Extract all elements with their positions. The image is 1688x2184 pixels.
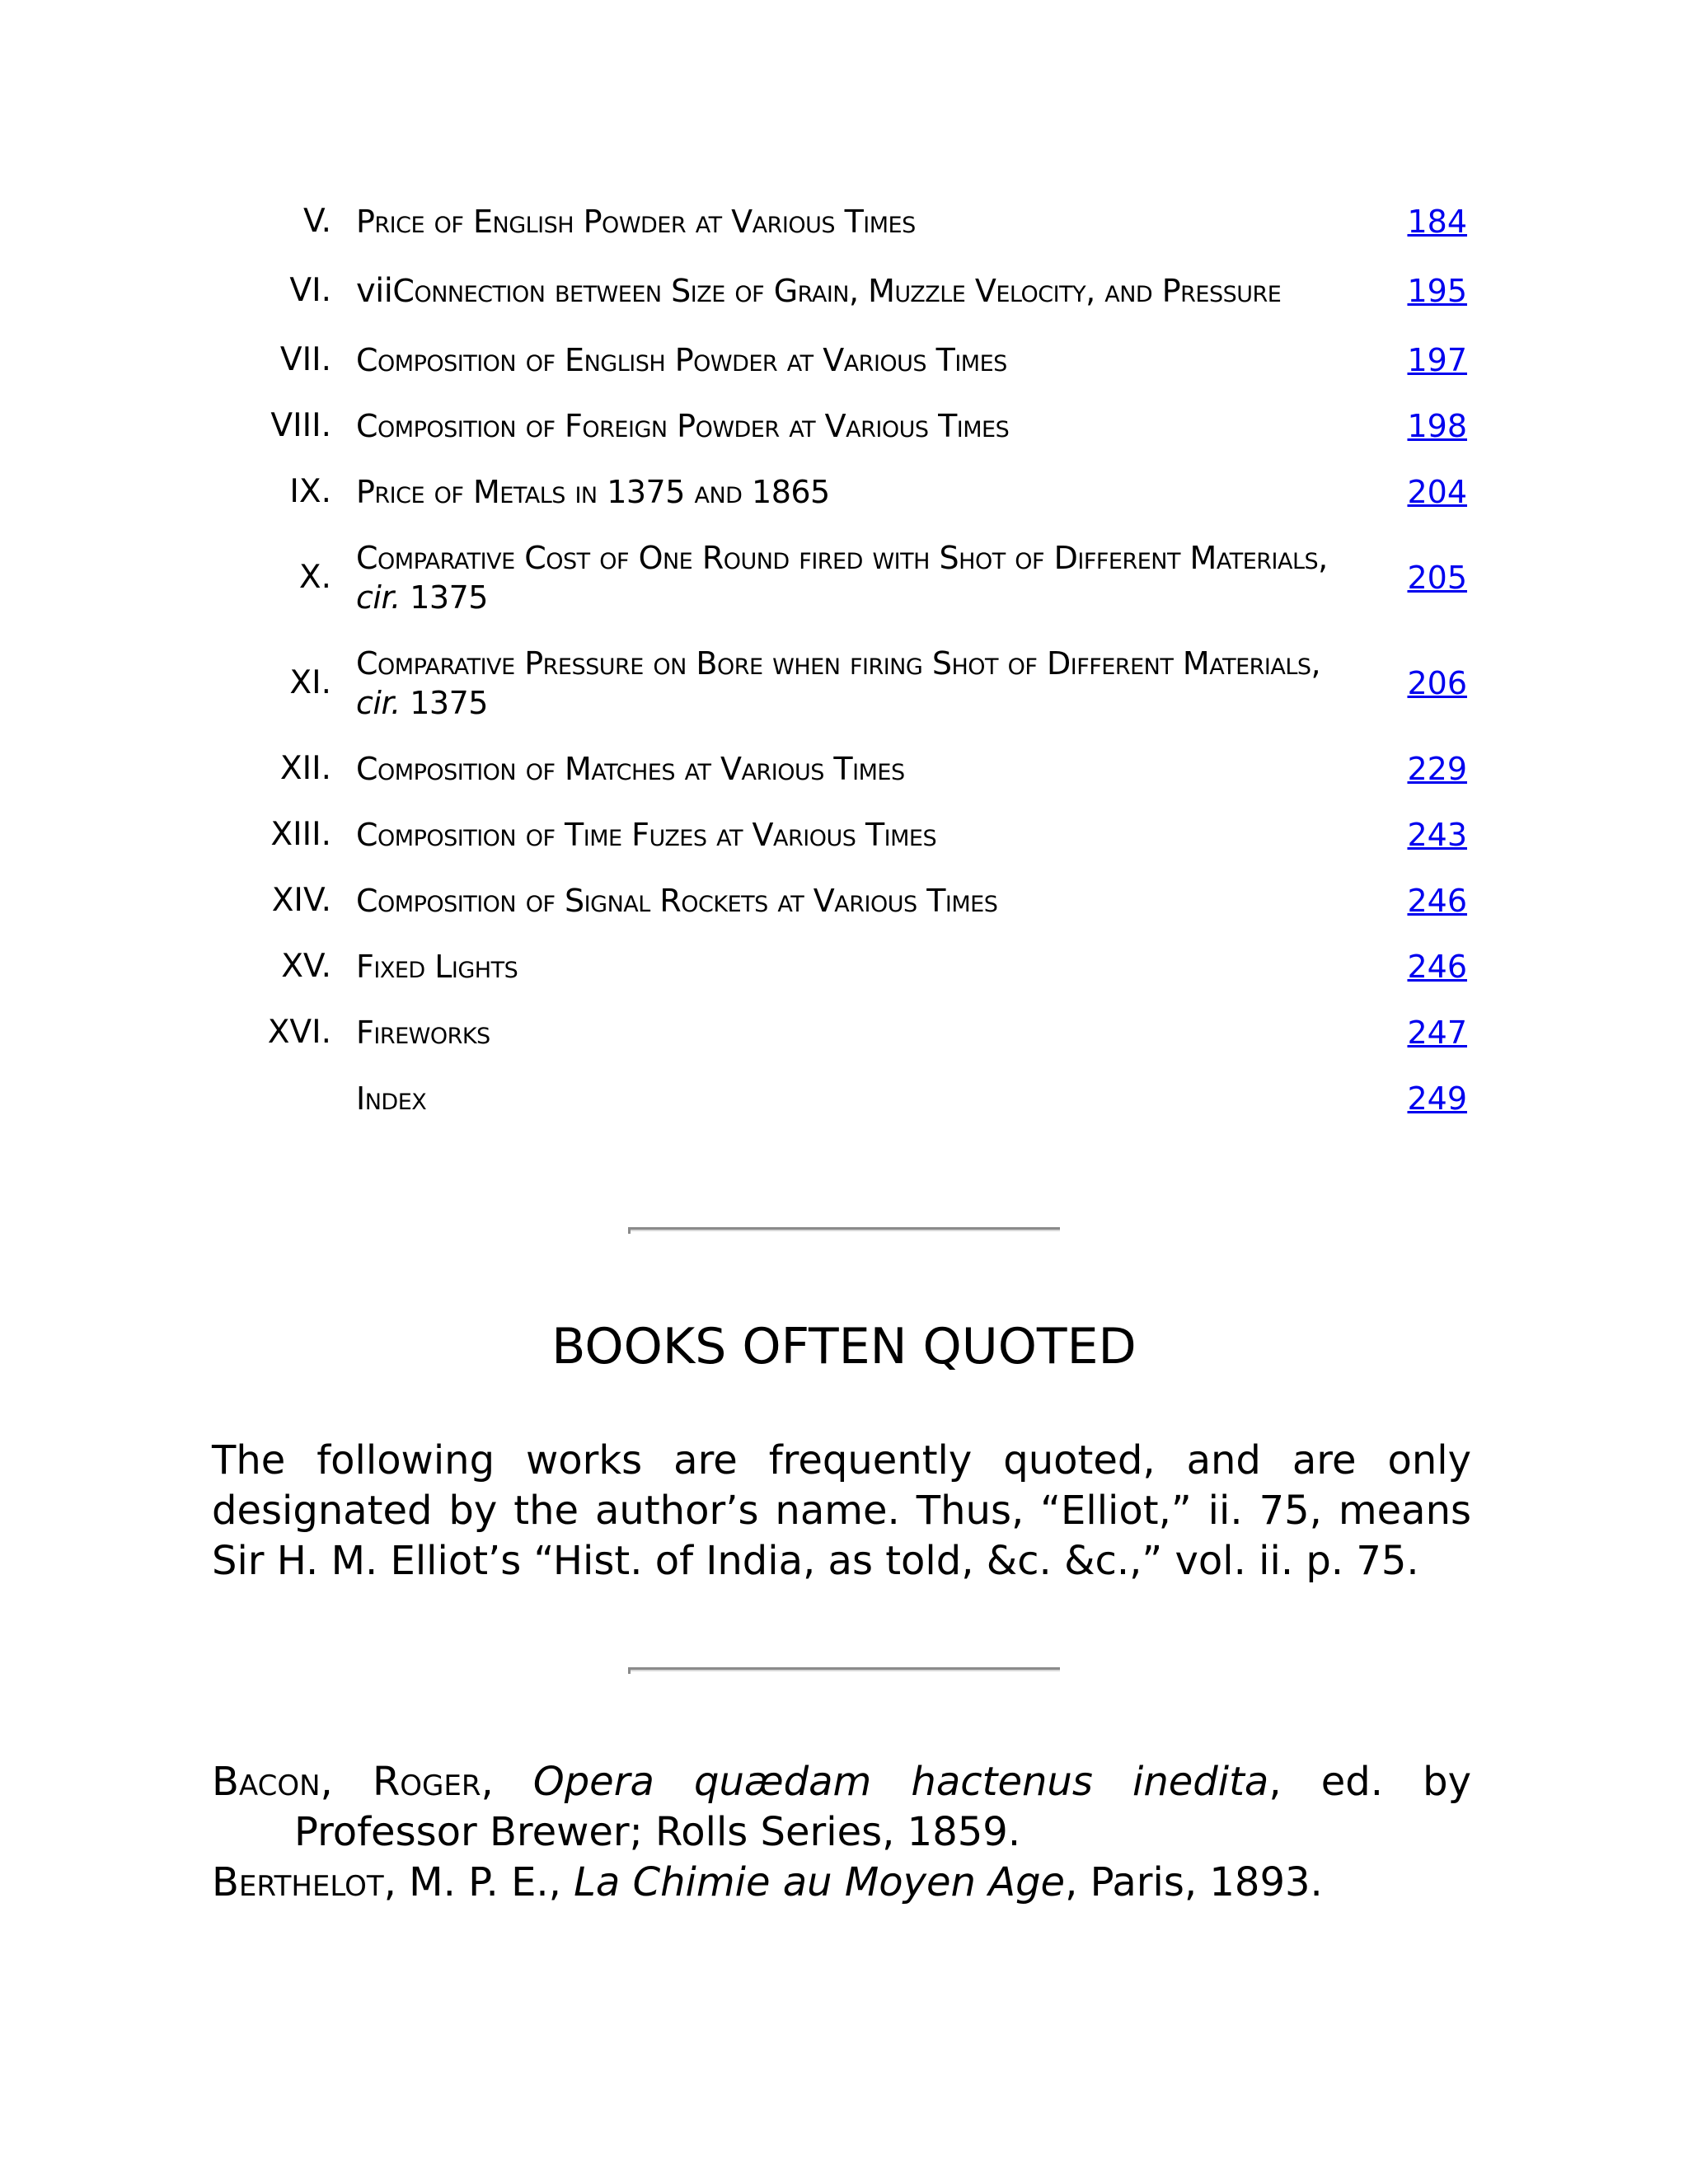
list-of-tables — [223, 202, 1467, 1145]
separator: , — [481, 1759, 533, 1805]
table-title: Composition of Matches at Various Times — [356, 751, 905, 787]
table-number: XIII. — [270, 816, 331, 853]
table-title: Composition of English Powder at Various Times — [356, 342, 1007, 378]
page-link[interactable]: 205 — [1407, 560, 1467, 596]
table-title: Price of English Powder at Various Times — [356, 204, 916, 240]
page-number — [1393, 472, 1467, 512]
toc-row-xiii — [223, 815, 1467, 855]
table-title: Composition of Signal Rockets at Various Times — [356, 883, 998, 919]
page-number — [1393, 815, 1467, 855]
table-title-text: Comparative Cost of One Round fired with Shot of Different Materials, — [356, 540, 1328, 576]
table-title-text: Connection between Size of Grain, Muzzle Velocity, and Pressure — [392, 273, 1282, 309]
table-title: Fireworks — [356, 1015, 490, 1051]
table-number: IX. — [289, 473, 331, 510]
author-surname: Berthelot — [212, 1859, 384, 1905]
author-forename: Roger — [372, 1759, 481, 1805]
page-number — [1393, 947, 1467, 987]
table-number: XVI. — [267, 1014, 331, 1051]
publication-details: , ed. by Professor Brewer; Rolls Series, 1859. — [294, 1759, 1472, 1855]
toc-row-xv — [223, 947, 1467, 987]
toc-row-vi — [223, 271, 1467, 311]
table-number: VI. — [289, 272, 331, 309]
page-link[interactable]: 198 — [1407, 408, 1467, 444]
page-link[interactable]: 246 — [1407, 883, 1467, 919]
page-link[interactable]: 184 — [1407, 204, 1467, 240]
page-number — [1393, 202, 1467, 241]
page-number — [1393, 340, 1467, 380]
table-title: Price of Metals in 1375 and 1865 — [356, 474, 830, 510]
toc-row-v — [223, 202, 1467, 241]
page-marker: vii — [356, 272, 393, 310]
bibliography-entry — [212, 1858, 1471, 1908]
table-number: XIV. — [271, 882, 331, 919]
table-title — [331, 644, 1393, 723]
toc-row-xvi — [223, 1013, 1467, 1052]
section-divider — [628, 1227, 1060, 1231]
table-number: VIII. — [270, 407, 331, 444]
table-title-text: Comparative Pressure on Bore when firing Shot of Different Materials, — [356, 645, 1321, 682]
page-link[interactable]: 243 — [1407, 817, 1467, 853]
page-number — [1393, 1079, 1467, 1118]
toc-row-xiv — [223, 881, 1467, 921]
table-number: XV. — [281, 948, 331, 985]
bibliography-list — [212, 1757, 1471, 1908]
toc-row-x — [223, 538, 1467, 617]
table-title — [331, 271, 1393, 311]
page-link[interactable]: 206 — [1407, 665, 1467, 701]
table-number: XI. — [289, 664, 331, 701]
page-link[interactable]: 197 — [1407, 342, 1467, 378]
table-title-year: 1375 — [400, 685, 488, 721]
table-title: Composition of Time Fuzes at Various Times — [356, 817, 937, 853]
page-link[interactable]: 229 — [1407, 751, 1467, 787]
table-title — [331, 538, 1393, 617]
section-divider — [628, 1667, 1060, 1671]
toc-row-xi — [223, 644, 1467, 723]
table-number: X. — [298, 559, 331, 596]
publication-details: , Paris, 1893. — [1065, 1859, 1323, 1905]
work-title: Opera quædam hactenus inedita — [532, 1759, 1269, 1805]
bibliography-entry — [212, 1757, 1471, 1858]
author-initials: , M. P. E., — [383, 1859, 574, 1905]
page-number — [1393, 558, 1467, 598]
page-number — [1393, 1013, 1467, 1052]
section-heading: BOOKS OFTEN QUOTED — [551, 1318, 1137, 1376]
page-link[interactable]: 204 — [1407, 474, 1467, 510]
page-link[interactable]: 247 — [1407, 1015, 1467, 1051]
table-title-year: 1375 — [400, 579, 488, 616]
table-title: Index — [356, 1080, 427, 1117]
page-number — [1393, 406, 1467, 446]
table-number: VII. — [279, 341, 331, 378]
page-link[interactable]: 195 — [1407, 273, 1467, 309]
work-title: La Chimie au Moyen Age — [574, 1859, 1066, 1905]
toc-row-vii — [223, 340, 1467, 380]
table-title: Composition of Foreign Powder at Various Times — [356, 408, 1010, 444]
separator: , — [320, 1759, 373, 1805]
toc-row-viii — [223, 406, 1467, 446]
toc-row-xii — [223, 749, 1467, 789]
circa-abbrev: cir. — [356, 579, 401, 616]
page-link[interactable]: 249 — [1407, 1080, 1467, 1117]
page-link[interactable]: 246 — [1407, 949, 1467, 985]
page-number — [1393, 663, 1467, 703]
table-number: XII. — [279, 750, 331, 787]
page-number — [1393, 881, 1467, 921]
circa-abbrev: cir. — [356, 685, 401, 721]
table-number: V. — [302, 203, 331, 240]
page-number — [1393, 749, 1467, 789]
table-title: Fixed Lights — [356, 949, 518, 985]
page-number — [1393, 271, 1467, 311]
intro-paragraph: The following works are frequently quoted, and are only designated by the author’s name. Thus, “Elliot,” ii. 75, means Sir H. M. Elliot’s “Hist. of India, as told, &c. &c.,” vol. ii. p. 75. — [212, 1437, 1471, 1584]
toc-row-index — [223, 1079, 1467, 1118]
toc-row-ix — [223, 472, 1467, 512]
author-surname: Bacon — [212, 1759, 321, 1805]
